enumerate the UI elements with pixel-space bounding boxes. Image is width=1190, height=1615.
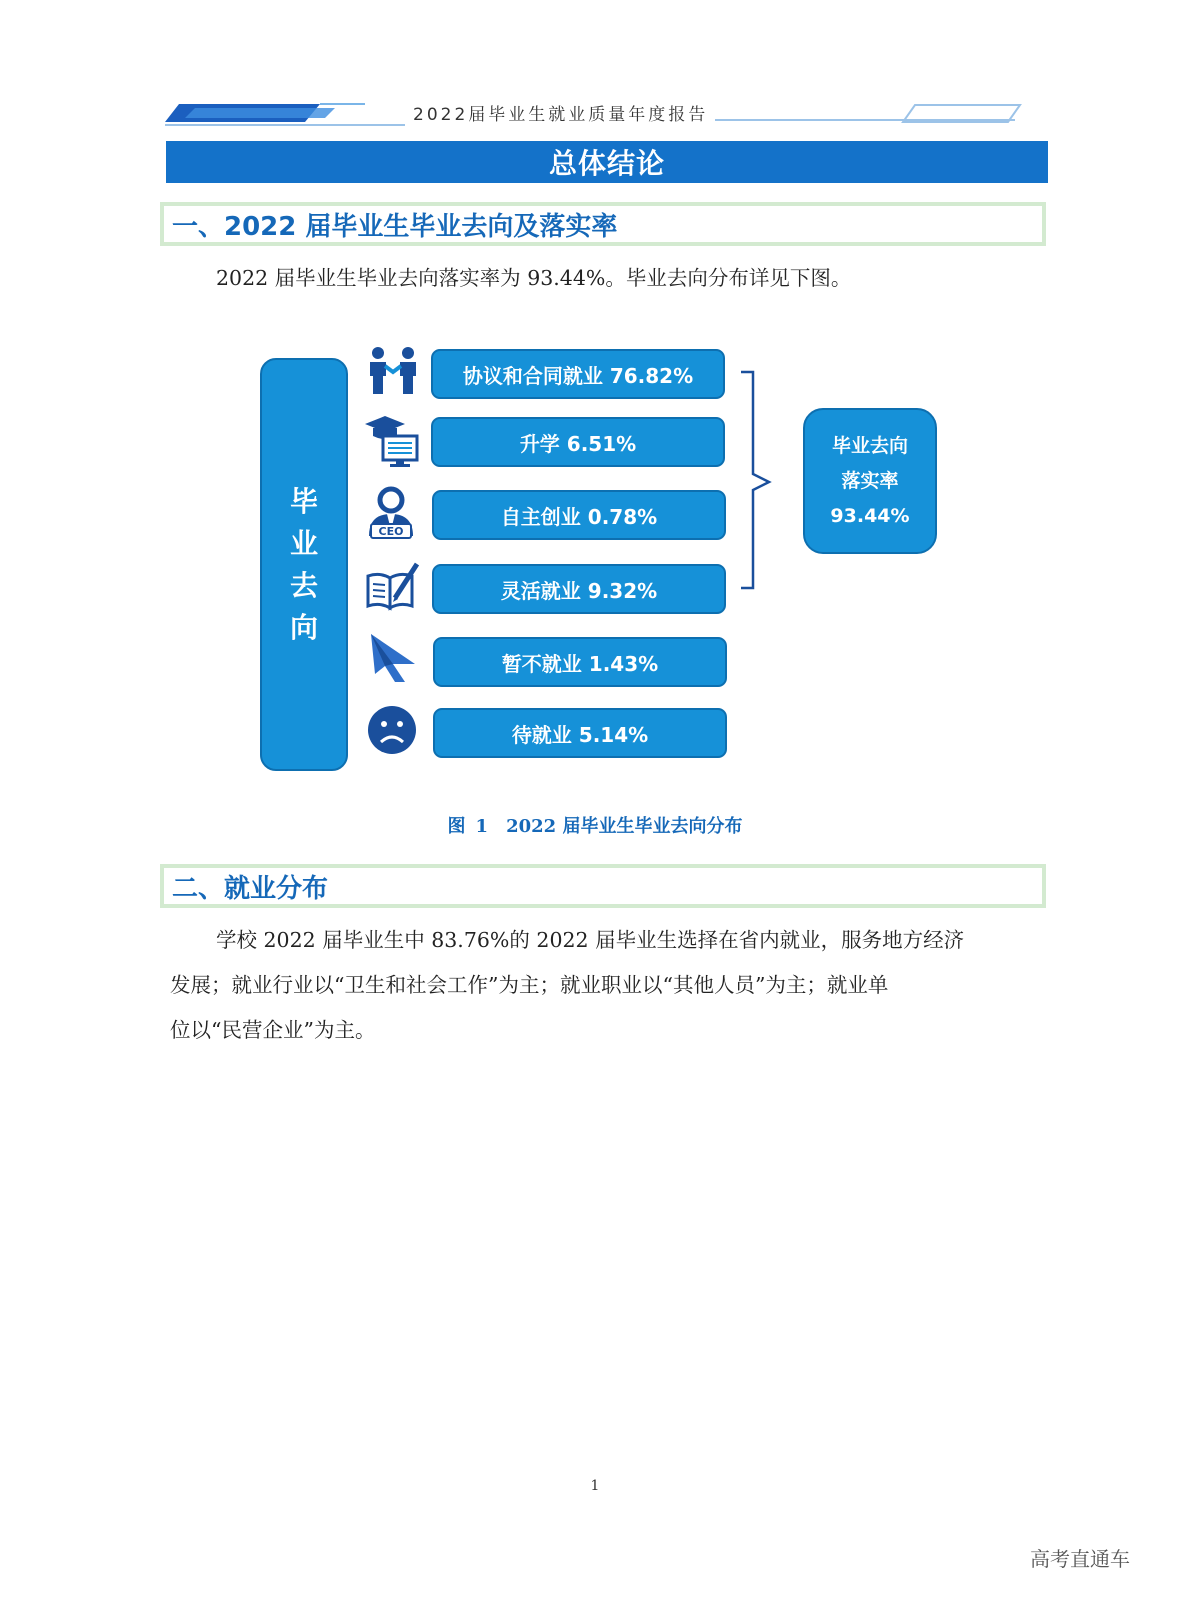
paragraph-line: 发展；就业行业以“卫生和社会工作”为主；就业职业以“其他人员”为主；就业单 xyxy=(170,973,889,997)
graduation-computer-icon xyxy=(363,412,419,468)
rate-value: 93.44% xyxy=(830,504,910,527)
rate-label-line1: 毕业去向 xyxy=(831,434,908,457)
page-number: 1 xyxy=(590,1478,600,1494)
figure-caption xyxy=(0,812,1190,838)
destination-item xyxy=(432,564,726,614)
book-pencil-icon xyxy=(365,558,421,614)
left-label-char: 向 xyxy=(289,610,318,644)
running-header xyxy=(165,96,1045,130)
destination-item xyxy=(433,637,727,687)
destination-item xyxy=(431,417,725,467)
destination-item xyxy=(433,708,727,758)
grouping-brace xyxy=(739,370,789,590)
paragraph-line: 学校 2022 届毕业生中 83.76%的 2022 届毕业生选择在省内就业，服务地方经济 xyxy=(216,928,965,952)
destination-item-label: 协议和合同就业 76.82% xyxy=(462,363,694,388)
diagram-left-label xyxy=(260,358,348,771)
section-heading-1 xyxy=(160,202,1046,246)
section-1-paragraph: 2022 届毕业生毕业去向落实率为 93.44%。毕业去向分布详见下图。 xyxy=(216,266,852,290)
section-2-paragraph xyxy=(170,918,1044,1053)
section-heading-2 xyxy=(160,864,1046,908)
caption-prefix: 图 xyxy=(447,816,466,837)
destination-item xyxy=(431,349,725,399)
header-decoration-right xyxy=(715,98,1045,128)
caption-text: 2022 届毕业生毕业去向分布 xyxy=(506,816,743,837)
left-label-char: 业 xyxy=(289,526,318,560)
destination-diagram xyxy=(255,352,945,782)
destination-item-label: 暂不就业 1.43% xyxy=(501,651,659,676)
page-title-banner xyxy=(166,141,1048,183)
left-label-char: 毕 xyxy=(289,484,318,518)
destination-item-label: 升学 6.51% xyxy=(519,431,637,456)
sad-face-icon xyxy=(365,702,421,758)
destination-item xyxy=(432,490,726,540)
placement-rate-box xyxy=(803,408,937,554)
section-heading-1-text: 一、2022 届毕业生毕业去向及落实率 xyxy=(172,211,618,242)
destination-item-label: 自主创业 0.78% xyxy=(500,504,658,529)
paper-plane-icon xyxy=(365,630,421,686)
rate-label-line2: 落实率 xyxy=(841,469,899,492)
header-decoration-left xyxy=(165,98,405,128)
section-heading-2-text: 二、就业分布 xyxy=(172,873,329,904)
ceo-person-icon xyxy=(365,486,421,542)
ceo-text: CEO xyxy=(378,525,404,538)
header-title: 2022届毕业生就业质量年度报告 xyxy=(413,105,709,125)
paragraph-line: 位以“民营企业”为主。 xyxy=(170,1018,376,1042)
handshake-people-icon xyxy=(365,344,421,400)
watermark: 高考直通车 xyxy=(1030,1547,1130,1571)
page-title: 总体结论 xyxy=(548,147,665,180)
caption-number: 1 xyxy=(475,816,489,837)
destination-item-label: 灵活就业 9.32% xyxy=(500,578,658,603)
left-label-char: 去 xyxy=(289,568,318,602)
destination-item-label: 待就业 5.14% xyxy=(511,722,649,747)
